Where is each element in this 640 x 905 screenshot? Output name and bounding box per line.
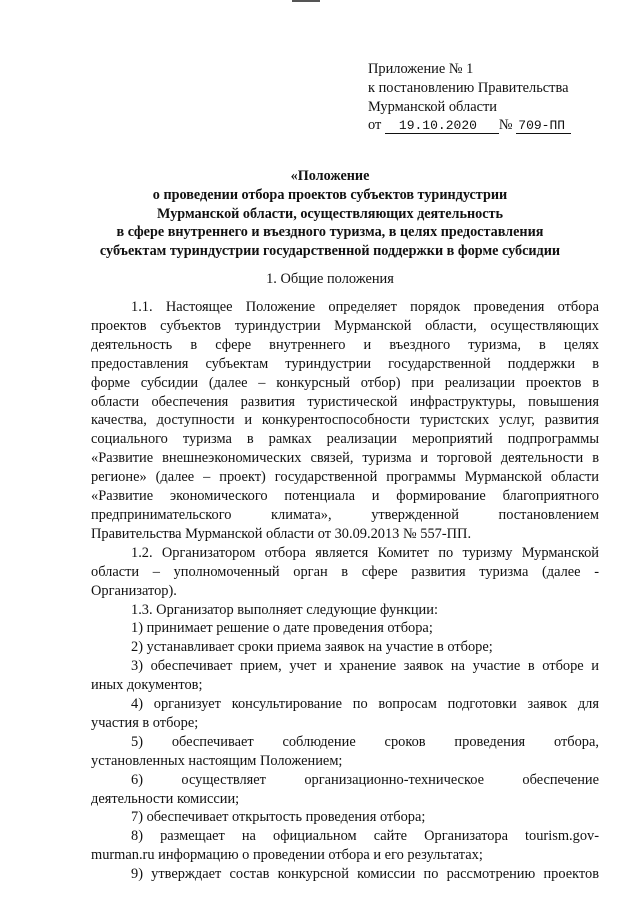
body-line: области – уполномоченный орган в сфере развития туризма (далее - xyxy=(91,563,599,580)
title-line: в сфере внутреннего и въездного туризма, в целях предоставления xyxy=(116,224,544,241)
document-title xyxy=(60,167,600,261)
body-line: murman.ru информацию о проведении отбора и его результатах; xyxy=(91,847,483,864)
body-line: 2) устанавливает сроки приема заявок на участие в отборе; xyxy=(131,639,493,656)
title-line: «Положение xyxy=(290,168,370,184)
body-line: форме субсидии (далее – конкурсный отбор) при реализации проектов в xyxy=(91,374,599,391)
body-line: регионе» (далее – проект) государственной программы Мурманской области xyxy=(91,469,599,486)
body-line: качества, доступности и конкурентоспособности туристских услуг, развития xyxy=(91,412,599,429)
body-line: предпринимательского климата», утвержденной постановлением xyxy=(91,506,599,523)
title-line: о проведении отбора проектов субъектов туриндустрии xyxy=(152,186,508,203)
decree-date: 19.10.2020 xyxy=(385,118,499,134)
appendix-line: к постановлению Правительства xyxy=(368,79,569,96)
body-line: иных документов; xyxy=(91,677,203,694)
appendix-line: Приложение № 1 xyxy=(368,61,474,77)
body-line: 1.1. Настоящее Положение определяет порядок проведения отбора xyxy=(131,299,599,315)
top-scan-mark xyxy=(292,0,320,2)
body-line: Правительства Мурманской области от 30.09.2013 № 557-ПП. xyxy=(91,525,472,542)
appendix-header xyxy=(368,60,628,135)
body-line: 1.3. Организатор выполняет следующие функции: xyxy=(131,601,438,618)
body-line: 1.2. Организатором отбора является Комитет по туризму Мурманской xyxy=(131,544,599,561)
body-line: Организатор). xyxy=(91,582,177,599)
body-line: предоставления субъектам туриндустрии государственной поддержки в xyxy=(91,355,599,372)
from-label: от xyxy=(368,117,382,134)
appendix-line: Мурманской области xyxy=(368,98,497,115)
body-line: «Развитие экономического потенциала и формирование благоприятного xyxy=(91,488,599,505)
body-line: деятельности комиссии; xyxy=(91,790,240,807)
body-line: социального туризма в рамках реализации мероприятий подпрограммы xyxy=(91,431,599,448)
body-line: 4) организует консультирование по вопросам подготовки заявок для xyxy=(131,696,599,713)
body-line: 5) обеспечивает соблюдение сроков проведения отбора, xyxy=(131,733,599,750)
title-line: Мурманской области, осуществляющих деятельность xyxy=(157,205,503,222)
body-line: «Развитие внешнеэкономических связей, туризма и торговой деятельности в xyxy=(91,450,599,467)
body-line: 7) обеспечивает открытость проведения отбора; xyxy=(131,809,426,826)
body-line: деятельность в сфере внутреннего и въездного туризма, в целях xyxy=(91,336,599,353)
title-line: субъектам туриндустрии государственной поддержки в форме субсидии xyxy=(99,243,561,260)
body-line: 6) осуществляет организационно-техническое обеспечение xyxy=(131,771,599,788)
body-line: 9) утверждает состав конкурсной комиссии по рассмотрению проектов xyxy=(131,866,599,883)
body-line: области обеспечения развития туристической инфраструктуры, повышения xyxy=(91,393,599,410)
body-line: участия в отборе; xyxy=(91,714,199,731)
number-label: № xyxy=(498,117,513,134)
appendix-date-line xyxy=(368,116,628,135)
body-line: 8) размещает на официальном сайте Организатора tourism.gov- xyxy=(131,828,599,845)
body-line: 1) принимает решение о дате проведения отбора; xyxy=(131,620,433,637)
decree-number: 709-ПП xyxy=(516,118,571,134)
document-body xyxy=(91,298,599,884)
body-line: установленных настоящим Положением; xyxy=(91,752,343,769)
section-heading: 1. Общие положения xyxy=(266,271,394,287)
body-line: 3) обеспечивает прием, учет и хранение заявок на участие в отборе и xyxy=(131,658,599,675)
body-line: проектов субъектов туриндустрии Мурманской области, осуществляющих xyxy=(91,317,599,334)
